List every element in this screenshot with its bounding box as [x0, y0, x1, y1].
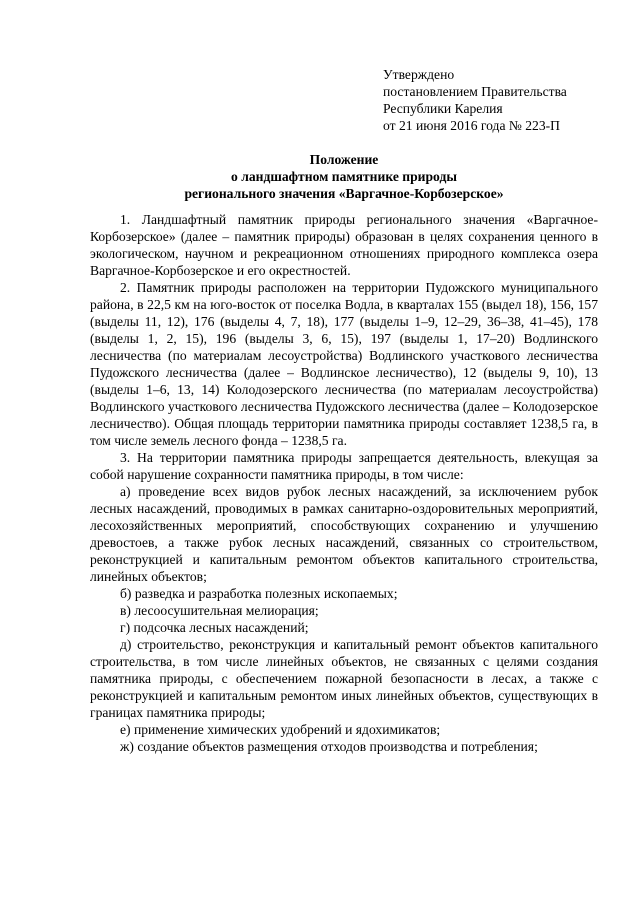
approval-block	[383, 66, 623, 134]
approval-line-approved: Утверждено	[383, 67, 455, 82]
list-item-b: б) разведка и разработка полезных ископаемых;	[120, 586, 398, 601]
list-item-zh: ж) создание объектов размещения отходов производства и потребления;	[120, 739, 538, 754]
paragraph-2: 2. Памятник природы расположен на территории Пудожского муниципального района, в 22,5 км на юго-восток от поселка Водла, в кварталах 155 (выдел 18), 156, 157 (выделы 11, 12), 176 (выделы 4, 7, 18), 177 (выделы 1–9, 12–29, 36–38, 41–45), 178 (выделы 1, 2, 15), 196 (выделы 3, 6, 15), 197 (выделы 1, 17–20) Водлинского лесничества (по материалам лесоустройства) Водлинского участкового лесничества Пудожского лесничества (далее – Водлинское лесничество), 12 (выделы 9, 10), 13 (выделы 1–6, 13, 14) Колодозерского лесничества (по материалам лесоустройства) Водлинского участкового лесничества Пудожского лесничества (далее – Колодозерское лесничество). Общая площадь территории памятника природы составляет 1238,5 га, в том числе земель лесного фонда – 1238,5 га.	[90, 280, 598, 448]
approval-line-republic: Республики Карелия	[383, 101, 503, 116]
list-item-d: д) строительство, реконструкция и капитальный ремонт объектов капитального строительства, в том числе линейных объектов, не связанных с целями создания памятника природы, с обеспечением пожарной безопасности в лесах, а также с реконструкцией и капитальным ремонтом иных линейных объектов, существующих в границах памятника природы;	[90, 637, 598, 720]
list-item-e: е) применение химических удобрений и ядохимикатов;	[120, 722, 441, 737]
list-item-v: в) лесоосушительная мелиорация;	[120, 603, 319, 618]
paragraph-3: 3. На территории памятника природы запрещается деятельность, влекущая за собой нарушение сохранности памятника природы, в том числе:	[90, 450, 598, 482]
title-line-subject: о ландшафтном памятнике природы	[231, 169, 457, 184]
list-item-a: а) проведение всех видов рубок лесных насаждений, за исключением рубок лесных насаждений, проводимых в рамках санитарно-оздоровительных мероприятий, лесохозяйственных мероприятий, способствующих сохранению и улучшению древостоев, а также рубок лесных насаждений, связанных со строительством, реконструкцией и капитальным ремонтом объектов капитального строительства, линейных объектов;	[90, 484, 598, 584]
paragraph-1: 1. Ландшафтный памятник природы регионального значения «Варгачное-Корбозерское» (далее – памятник природы) образован в целях сохранения ценного в экологическом, научном и рекреационном отношениях природного комплекса озера Варгачное-Корбозерское и его окрестностей.	[90, 212, 598, 278]
document-body	[90, 211, 598, 755]
list-item-g: г) подсочка лесных насаждений;	[120, 620, 309, 635]
document-title	[90, 151, 598, 202]
approval-line-date-number: от 21 июня 2016 года № 223-П	[383, 118, 560, 133]
title-line-name: регионального значения «Варгачное-Корбозерское»	[184, 186, 504, 201]
approval-line-resolution: постановлением Правительства	[383, 84, 567, 99]
title-line-regulation: Положение	[309, 152, 379, 167]
